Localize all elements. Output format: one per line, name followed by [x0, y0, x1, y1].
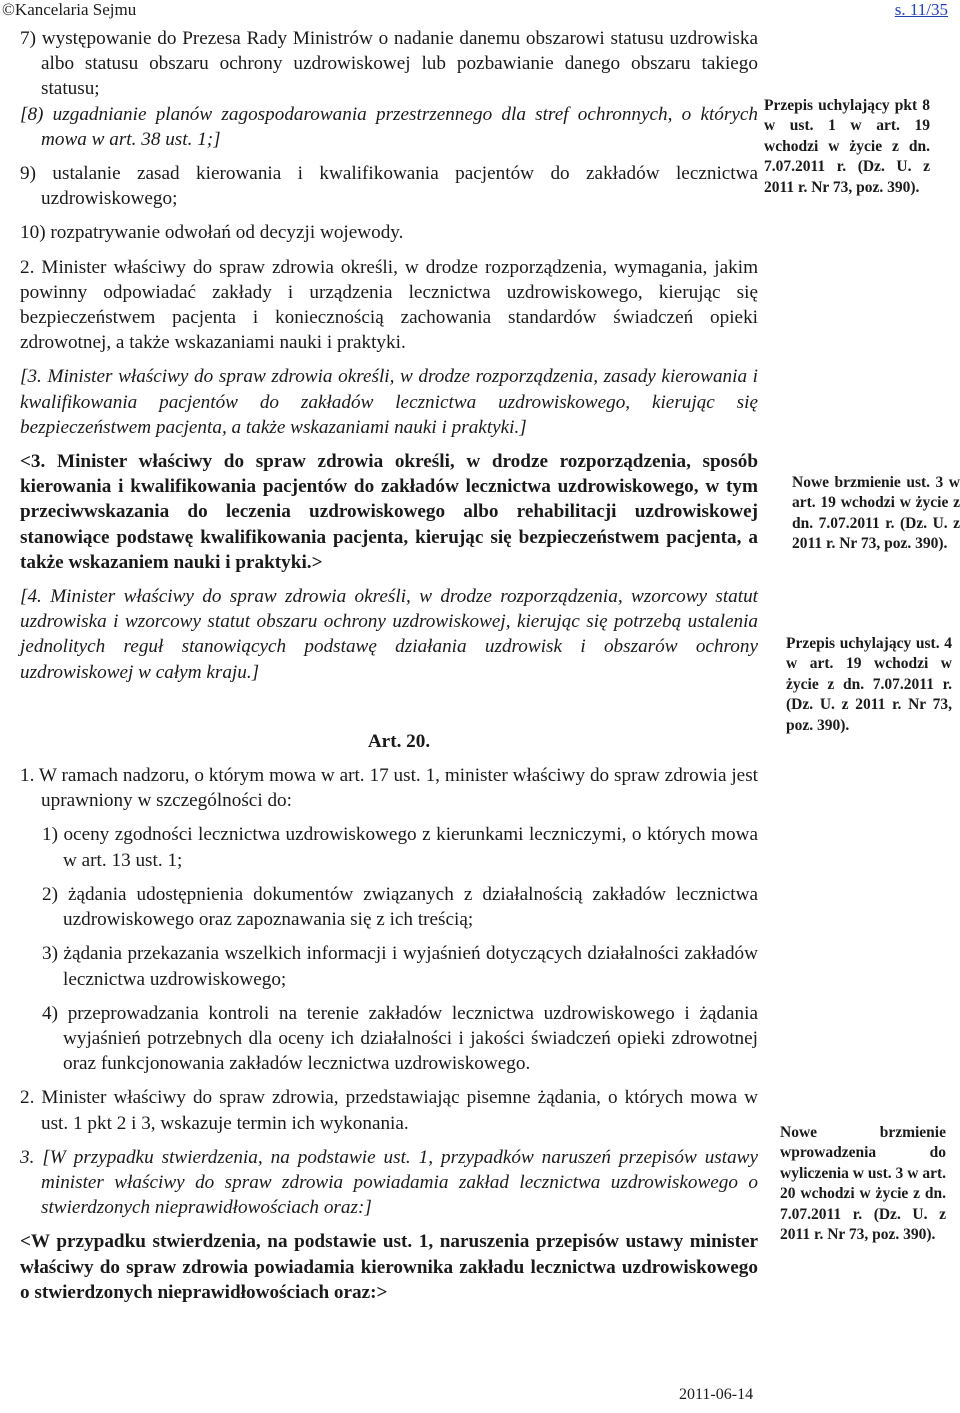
- paragraph-amended: <3. Minister właściwy do spraw zdrowia określi, w drodze rozporządzenia, sposób kierowania i kwalifikowania pacjentów do zakładów lecznictwa uzdrowiskowego, w tym przeciwwskazania do leczenia uzdrowiskowego albo rehabilitacji uzdrowiskowej stanowiące podstawę kwalifikowania pacjenta, kierując się bezpieczeństwem pacjenta, a także wskazaniem nauki i praktyki.>: [20, 451, 758, 573]
- margin-note: Przepis uchylający ust. 4 w art. 19 wchodzi w życie z dn. 7.07.2011 r. (Dz. U. z 2011 r. Nr 73, poz. 390).: [786, 635, 952, 734]
- margin-note: Przepis uchylający pkt 8 w ust. 1 w art. 19 wchodzi w życie z dn. 7.07.2011 r. (Dz. U. z 2011 r. Nr 73, poz. 390).: [764, 97, 930, 196]
- paragraph: 2. Minister właściwy do spraw zdrowia określi, w drodze rozporządzenia, wymagania, jakim powinny odpowiadać zakłady i urządzenia lecznictwa uzdrowiskowego, kierując się bezpieczeństwem pacjenta i koniecznością zachowania standardów świadczeń opieki zdrowotnej, a także wskazaniami nauki i praktyki.: [20, 256, 758, 354]
- document-date: 2011-06-14: [679, 1386, 754, 1403]
- paragraph-repealed: 3. [W przypadku stwierdzenia, na podstawie ust. 1, przypadków naruszeń przepisów ustawy minister właściwy do spraw zdrowia powiadamia zakład lecznictwa uzdrowiskowego o stwierdzonych nieprawidłowościach oraz:]: [20, 1146, 758, 1219]
- paragraph-repealed: [4. Minister właściwy do spraw zdrowia określi, w drodze rozporządzenia, wzorcowy statut uzdrowiska i wzorcowy statut obszaru ochrony uzdrowiskowej, kierując się potrzebą ustalenia jednolitych reguł stanowiących podstawę działania uzdrowisk i obszarów ochrony uzdrowiskowej w całym kraju.]: [20, 586, 758, 683]
- list-item: 3) żądania przekazania wszelkich informacji i wyjaśnień dotyczących działalności zakładów lecznictwa uzdrowiskowego;: [42, 943, 758, 990]
- list-item: 4) przeprowadzania kontroli na terenie zakładów lecznictwa uzdrowiskowego i żądania wyjaśnień potrzebnych dla oceny ich działalności i jakości świadczeń opieki zdrowotnej oraz funkcjonowania zakładów lecznictwa uzdrowiskowego.: [42, 1002, 758, 1075]
- margin-note: Nowe brzmienie ust. 3 w art. 19 wchodzi w życie z dn. 7.07.2011 r. (Dz. U. z 2011 r. Nr 73, poz. 390).: [792, 474, 960, 553]
- list-item: [8) uzgadnianie planów zagospodarowania przestrzennego dla stref ochronnych, o których mowa w art. 38 ust. 1;]: [20, 103, 758, 150]
- margin-note: Nowe brzmienie wprowadzenia do wyliczenia w ust. 3 w art. 20 wchodzi w życie z dn. 7.07.2011 r. (Dz. U. z 2011 r. Nr 73, poz. 390).: [780, 1124, 946, 1244]
- main-text: [20, 26, 758, 1305]
- paragraph: 1. W ramach nadzoru, o którym mowa w art. 17 ust. 1, minister właściwy do spraw zdrowia jest uprawniony w szczególności do:: [20, 765, 758, 812]
- list-item: 2) żądania udostępnienia dokumentów związanych z działalnością zakładów lecznictwa uzdrowiskowego oraz zapoznawania się z ich treścią;: [42, 883, 758, 931]
- paragraph-repealed: [3. Minister właściwy do spraw zdrowia określi, w drodze rozporządzenia, zasady kierowania i kwalifikowania pacjentów do zakładów lecznictwa uzdrowiskowego, kierując się bezpieczeństwem pacjenta, a także wskazaniami nauki i praktyki.]: [20, 366, 758, 438]
- paragraph-amended: <W przypadku stwierdzenia, na podstawie ust. 1, naruszenia przepisów ustawy minister właściwy do spraw zdrowia powiadamia kierownika zakładu lecznictwa uzdrowiskowego o stwierdzonych nieprawidłowościach oraz:>: [20, 1231, 758, 1303]
- list-item: 10) rozpatrywanie odwołań od decyzji wojewody.: [20, 222, 404, 244]
- page-number-link[interactable]: s. 11/35: [894, 0, 948, 19]
- list-item: 9) ustalanie zasad kierowania i kwalifikowania pacjentów do zakładów lecznictwa uzdrowiskowego;: [20, 163, 758, 210]
- list-item: 1) oceny zgodności lecznictwa uzdrowiskowego z kierunkami leczniczymi, o których mowa w art. 13 ust. 1;: [42, 824, 758, 871]
- article-title: Art. 20.: [367, 730, 431, 752]
- paragraph: 2. Minister właściwy do spraw zdrowia, przedstawiając pisemne żądania, o których mowa w ust. 1 pkt 2 i 3, wskazuje termin ich wykonania.: [20, 1087, 758, 1134]
- page-header-source: ©Kancelaria Sejmu: [2, 0, 137, 19]
- list-item: 7) występowanie do Prezesa Rady Ministrów o nadanie danemu obszarowi statusu uzdrowiska albo statusu obszaru ochrony uzdrowiskowej lub pozbawianie danego obszaru takiego statusu;: [20, 28, 758, 100]
